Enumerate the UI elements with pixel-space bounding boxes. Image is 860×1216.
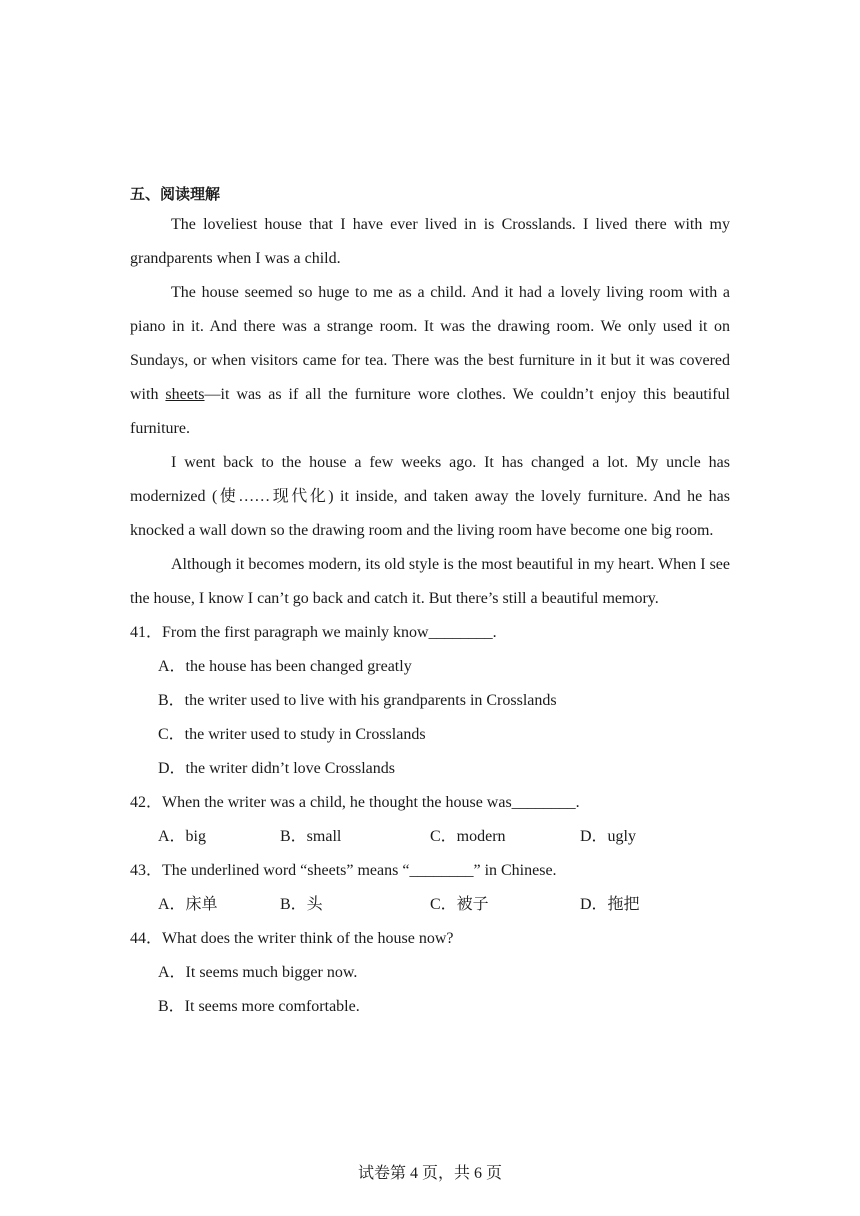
reading-section (130, 180, 730, 1024)
question-42-option-c: C．modern (430, 828, 506, 845)
question-42-option-a: A．big (158, 828, 207, 845)
paragraph-2-text-before: The house seemed so huge to me as a child. And it had a lovely living room with a piano in it. And there was a strange room. It was the drawing room. We only used it on Sundays, or when visitors came for tea. There was the best furniture in it but it was covered with (130, 284, 730, 403)
question-42-option-d: D．ugly (580, 828, 637, 845)
question-41-option-a: A．the house has been changed greatly (158, 658, 412, 675)
question-43-options (130, 888, 730, 922)
question-41: 41．From the first paragraph we mainly know________. (130, 624, 497, 641)
passage-paragraph-1: The loveliest house that I have ever lived in is Crosslands. I lived there with my grandparents when I was a child. (130, 216, 730, 267)
question-43-option-c: C．被子 (430, 896, 489, 913)
question-43-option-d: D．拖把 (580, 896, 640, 913)
passage-paragraph-4: Although it becomes modern, its old style is the most beautiful in my heart. When I see the house, I know I can’t go back and catch it. But there’s still a beautiful memory. (130, 556, 730, 607)
question-41-option-b: B．the writer used to live with his grandparents in Crosslands (158, 692, 557, 709)
question-44-option-a: A．It seems much bigger now. (158, 964, 358, 981)
question-42: 42．When the writer was a child, he thought the house was________. (130, 794, 580, 811)
question-43: 43．The underlined word “sheets” means “________” in Chinese. (130, 862, 557, 879)
underlined-word-sheets: sheets (165, 386, 205, 403)
paragraph-2-text-after: —it was as if all the furniture wore clothes. We couldn’t enjoy this beautiful furniture. (130, 386, 731, 437)
question-42-options (130, 820, 730, 854)
question-44: 44．What does the writer think of the house now? (130, 930, 454, 947)
question-43-option-b: B．头 (280, 896, 323, 913)
question-41-option-c: C．the writer used to study in Crosslands (158, 726, 426, 743)
question-44-option-b: B．It seems more comfortable. (158, 998, 360, 1015)
page-footer: 试卷第 4 页，共 6 页 (357, 1165, 502, 1182)
question-43-option-a: A．床单 (158, 896, 218, 913)
passage-paragraph-2 (130, 276, 730, 446)
question-41-option-d: D．the writer didn’t love Crosslands (158, 760, 396, 777)
section-title: 五、阅读理解 (130, 185, 221, 203)
passage-paragraph-3: I went back to the house a few weeks ago. It has changed a lot. My uncle has modernized (使……现代化) it inside, and taken away the lovely furniture. And he has knocked a wall down so the drawing room and the living room have become one big room. (130, 454, 730, 539)
question-42-option-b: B．small (280, 828, 342, 845)
